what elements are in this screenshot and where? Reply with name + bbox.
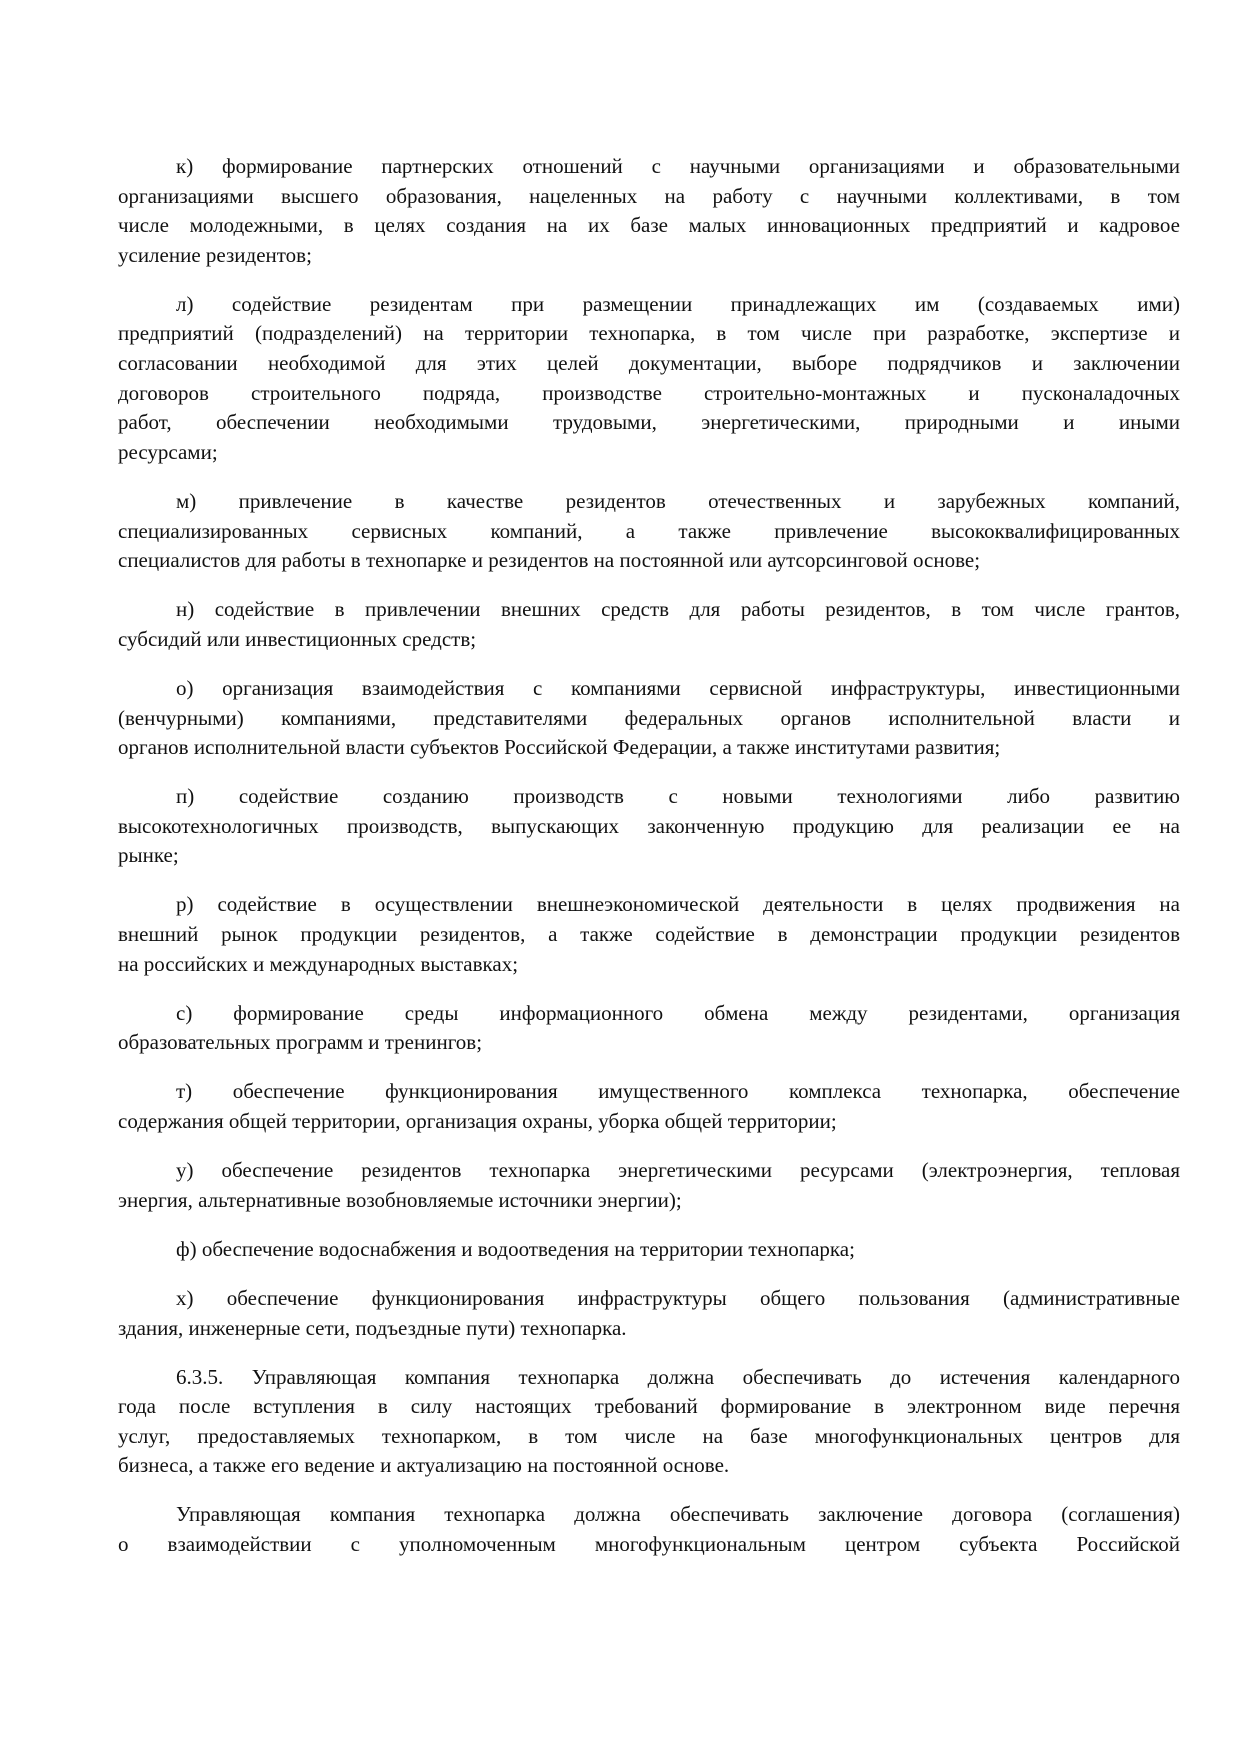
text-line: содержания общей территории, организация охраны, уборка общей территории; — [118, 1109, 837, 1134]
text-line: бизнеса, а также его ведение и актуализацию на постоянной основе. — [118, 1453, 730, 1478]
text-line: здания, инженерные сети, подъездные пути) технопарка. — [118, 1315, 627, 1340]
text-line: договоров строительного подряда, производстве строительно-монтажных и пусконаладочных — [118, 380, 1180, 405]
text-line: органов исполнительной власти субъектов Российской Федерации, а также институтами развития; — [118, 735, 1001, 760]
paragraph-mfc — [118, 1500, 1180, 1559]
text-line: Управляющая компания технопарка должна обеспечивать заключение договора (соглашения) — [176, 1502, 1180, 1527]
text-line: ресурсами; — [118, 439, 218, 464]
text-line: числе молодежными, в целях создания на их базе малых инновационных предприятий и кадровое — [118, 213, 1180, 238]
text-line: 6.3.5. Управляющая компания технопарка должна обеспечивать до истечения календарного — [176, 1364, 1180, 1389]
text-line: р) содействие в осуществлении внешнеэкономической деятельности в целях продвижения на — [176, 892, 1180, 917]
text-line: услуг, предоставляемых технопарком, в том числе на базе многофункциональных центров для — [118, 1423, 1180, 1448]
text-line: т) обеспечение функционирования имущественного комплекса технопарка, обеспечение — [176, 1079, 1180, 1104]
paragraph-t — [118, 1077, 1180, 1136]
text-line: предприятий (подразделений) на территории технопарка, в том числе при разработке, экспертизе и — [118, 321, 1180, 346]
paragraph-m — [118, 487, 1180, 576]
paragraph-h — [118, 1284, 1180, 1343]
text-line: организациями высшего образования, нацеленных на работу с научными коллективами, в том — [118, 183, 1180, 208]
paragraph-s — [118, 999, 1180, 1058]
paragraph-r — [118, 890, 1180, 979]
text-line: п) содействие созданию производств с новыми технологиями либо развитию — [176, 784, 1180, 809]
text-line: о) организация взаимодействия с компаниями сервисной инфраструктуры, инвестиционными — [176, 675, 1180, 700]
paragraph-f — [118, 1235, 1180, 1265]
text-line: к) формирование партнерских отношений с научными организациями и образовательными — [176, 154, 1180, 178]
text-line: (венчурными) компаниями, представителями федеральных органов исполнительной власти и — [118, 705, 1180, 730]
paragraph-6-3-5 — [118, 1363, 1180, 1481]
text-line: высокотехнологичных производств, выпускающих законченную продукцию для реализации ее на — [118, 813, 1180, 838]
text-line: о взаимодействии с уполномоченным многофункциональным центром субъекта Российской — [118, 1532, 1180, 1557]
text-line: энергия, альтернативные возобновляемые источники энергии); — [118, 1187, 682, 1212]
text-line: субсидий или инвестиционных средств; — [118, 626, 477, 651]
text-line: работ, обеспечении необходимыми трудовыми, энергетическими, природными и иными — [118, 410, 1180, 435]
paragraph-p — [118, 782, 1180, 871]
text-line: на российских и международных выставках; — [118, 951, 519, 976]
text-line: согласовании необходимой для этих целей документации, выборе подрядчиков и заключении — [118, 351, 1180, 376]
text-line: ф) обеспечение водоснабжения и водоотведения на территории технопарка; — [176, 1236, 855, 1261]
text-line: усиление резидентов; — [118, 242, 312, 267]
text-line: н) содействие в привлечении внешних средств для работы резидентов, в том числе грантов, — [176, 597, 1180, 622]
text-line: м) привлечение в качестве резидентов отечественных и зарубежных компаний, — [176, 488, 1180, 513]
text-line: года после вступления в силу настоящих требований формирование в электронном виде перечня — [118, 1394, 1180, 1419]
text-line: рынке; — [118, 843, 179, 868]
text-line: образовательных программ и тренингов; — [118, 1030, 483, 1055]
text-line: специалистов для работы в технопарке и резидентов на постоянной или аутсорсинговой основе; — [118, 548, 981, 573]
paragraph-k — [118, 152, 1180, 270]
text-line: внешний рынок продукции резидентов, а также содействие в демонстрации продукции резидентов — [118, 922, 1180, 947]
paragraph-l — [118, 290, 1180, 468]
paragraph-n — [118, 595, 1180, 654]
paragraph-o — [118, 674, 1180, 763]
paragraph-u — [118, 1156, 1180, 1215]
text-line: у) обеспечение резидентов технопарка энергетическими ресурсами (электроэнергия, тепловая — [176, 1158, 1180, 1183]
text-line: с) формирование среды информационного обмена между резидентами, организация — [176, 1000, 1180, 1025]
text-line: л) содействие резидентам при размещении принадлежащих им (создаваемых ими) — [176, 291, 1180, 316]
text-line: х) обеспечение функционирования инфраструктуры общего пользования (административные — [176, 1285, 1180, 1310]
document-page — [118, 152, 1180, 1579]
text-line: специализированных сервисных компаний, а также привлечение высококвалифицированных — [118, 518, 1180, 543]
